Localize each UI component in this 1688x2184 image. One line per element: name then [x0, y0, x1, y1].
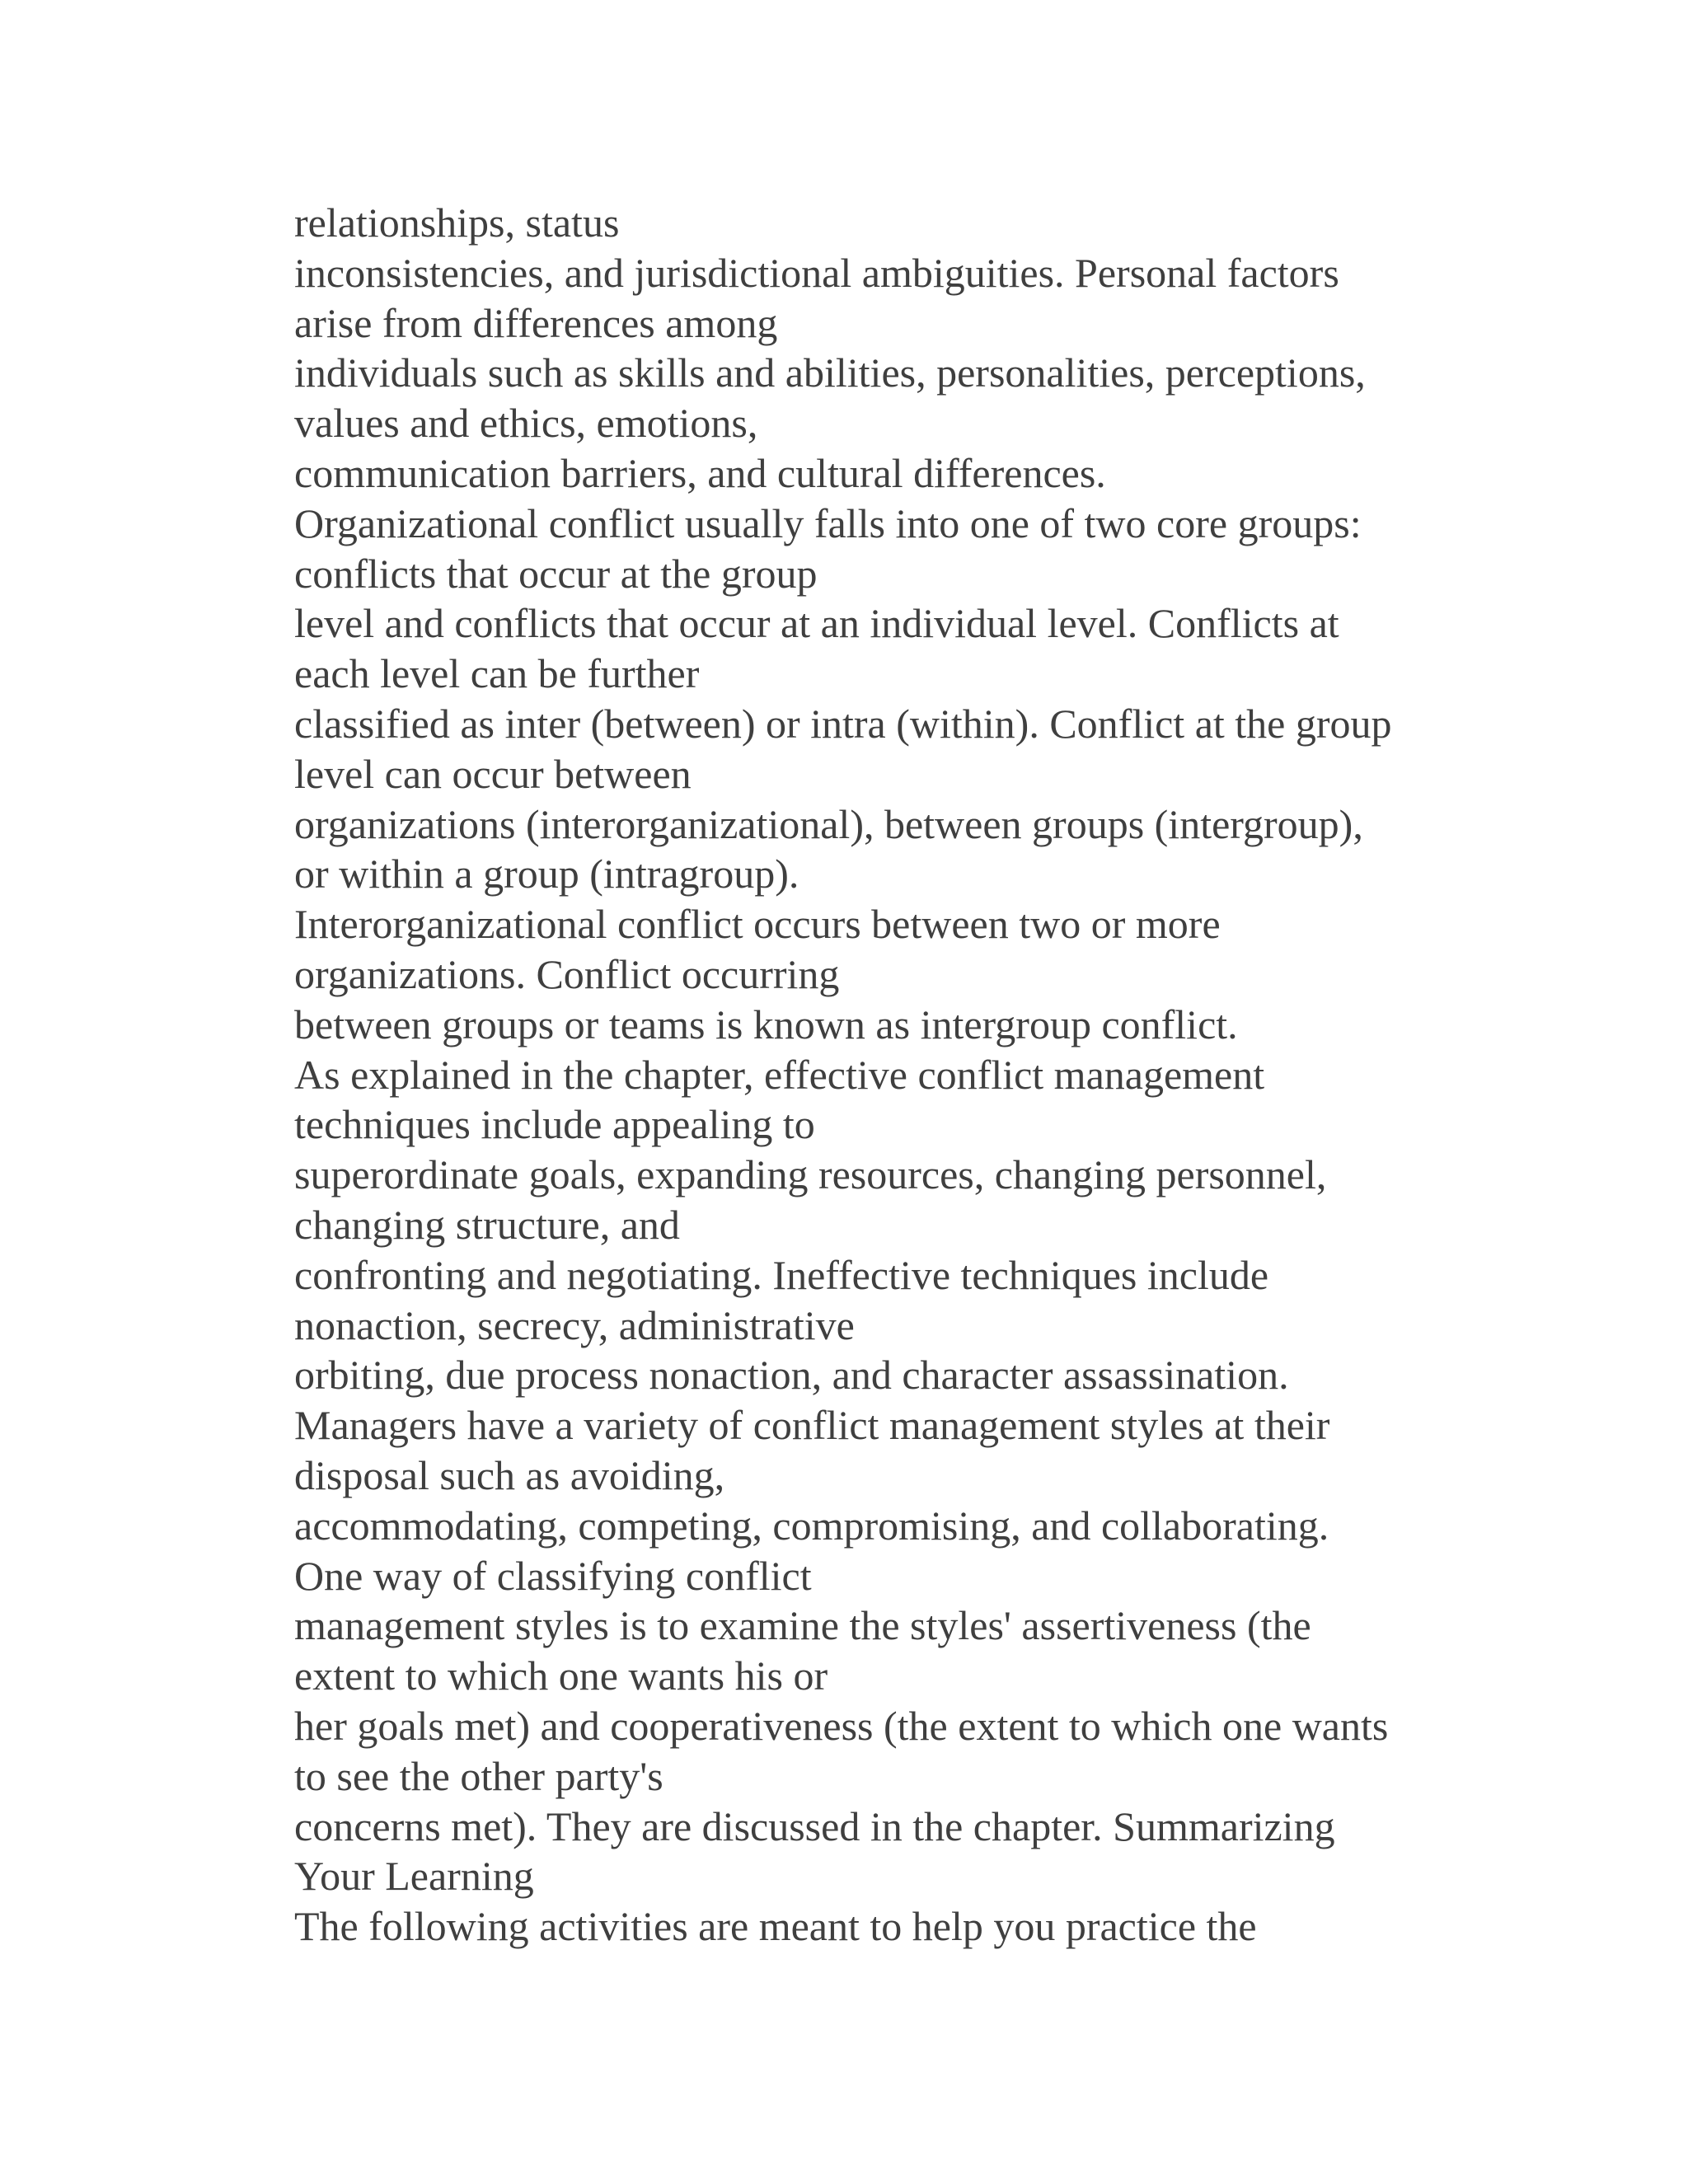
text-line: concerns met). They are discussed in the chapter. Summarizing [294, 1802, 1335, 1849]
text-line: Your Learning [294, 1853, 534, 1900]
text-line: disposal such as avoiding, [294, 1451, 725, 1498]
text-line: values and ethics, emotions, [294, 400, 758, 447]
text-line: changing structure, and [294, 1201, 680, 1248]
text-line: inconsistencies, and jurisdictional ambiguities. Personal factors [294, 249, 1339, 296]
text-line: organizations (interorganizational), between groups (intergroup), [294, 800, 1363, 847]
text-line: organizations. Conflict occurring [294, 950, 840, 997]
text-line: The following activities are meant to help you practice the [294, 1903, 1257, 1950]
text-line: As explained in the chapter, effective conflict management [294, 1051, 1265, 1098]
text-line: each level can be further [294, 650, 700, 697]
text-line: between groups or teams is known as intergroup conflict. [294, 1001, 1238, 1047]
text-line: individuals such as skills and abilities, personalities, perceptions, [294, 349, 1366, 396]
text-line: Interorganizational conflict occurs between two or more [294, 901, 1221, 948]
text-line: accommodating, competing, compromising, and collaborating. [294, 1502, 1329, 1549]
text-line: confronting and negotiating. Ineffective techniques include [294, 1251, 1269, 1298]
text-line: orbiting, due process nonaction, and character assassination. [294, 1352, 1289, 1399]
text-line: level and conflicts that occur at an individual level. Conflicts at [294, 600, 1339, 647]
text-line: conflicts that occur at the group [294, 550, 818, 597]
text-line: relationships, status [294, 199, 620, 246]
text-line: management styles is to examine the styles' assertiveness (the [294, 1602, 1311, 1649]
text-line: level can occur between [294, 750, 692, 797]
text-line: arise from differences among [294, 299, 778, 346]
text-line: Organizational conflict usually falls into one of two core groups: [294, 499, 1362, 546]
text-line: techniques include appealing to [294, 1101, 815, 1148]
text-line: classified as inter (between) or intra (within). Conflict at the group [294, 700, 1392, 747]
text-line: One way of classifying conflict [294, 1552, 812, 1599]
text-line: to see the other party's [294, 1752, 663, 1799]
body-text [294, 198, 1498, 1952]
text-line: superordinate goals, expanding resources, changing personnel, [294, 1151, 1327, 1198]
text-line: nonaction, secrecy, administrative [294, 1301, 855, 1348]
text-line: communication barriers, and cultural differences. [294, 449, 1106, 496]
text-line: extent to which one wants his or [294, 1652, 828, 1699]
text-line: her goals met) and cooperativeness (the extent to which one wants [294, 1702, 1389, 1749]
text-line: or within a group (intragroup). [294, 851, 799, 898]
text-line: Managers have a variety of conflict management styles at their [294, 1402, 1330, 1449]
